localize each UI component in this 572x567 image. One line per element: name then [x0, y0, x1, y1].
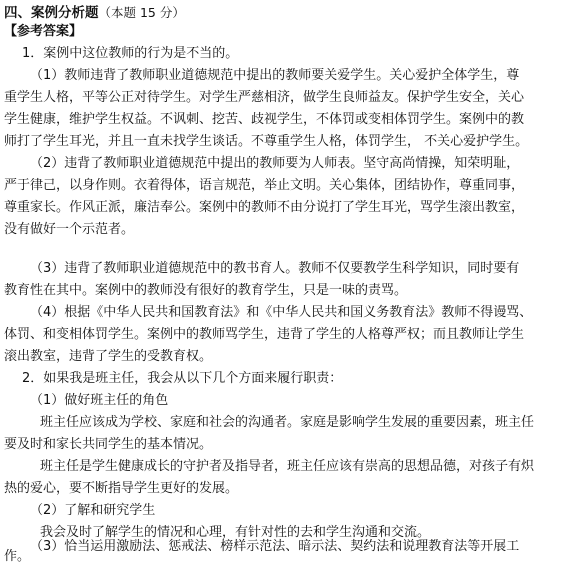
paragraph-line: 严于律己，以身作则。衣着得体，语言规范，举止文明。关心集体，团结协作，尊重同事， — [4, 178, 525, 193]
paragraph-line: （4）根据《中华人民共和国教育法》和《中华人民共和国义务教育法》教师不得谩骂、 — [30, 305, 533, 320]
paragraph-line: （1）教师违背了教师职业道德规范中提出的教师要关爱学生。关心爱护全体学生，尊 — [30, 68, 520, 83]
subheading-line: （1）做好班主任的角色 — [30, 393, 169, 408]
answer-point-1: 1．案例中这位教师的行为是不当的。 — [22, 46, 239, 61]
section-heading — [4, 2, 566, 23]
section-title: 四、案例分析题 — [4, 5, 99, 21]
paragraph-line: （3）违背了教师职业道德规范中的教书育人。教师不仅要教学生科学知识，同时要有 — [30, 261, 520, 276]
subheading-line: （2）了解和研究学生 — [30, 503, 156, 518]
paragraph-line: 我会及时了解学生的情况和心理，有针对性的去和学生沟通和交流。 — [40, 525, 431, 540]
paragraph-line: 重学生人格，平等公正对待学生。对学生严慈相济，做学生良师益友。保护学生安全，关心 — [4, 90, 525, 105]
paragraph-line: 体罚、和变相体罚学生。案例中的教师骂学生，违背了学生的人格尊严权；而且教师让学生 — [4, 327, 525, 342]
paragraph-line: 班主任应该成为学校、家庭和社会的沟通者。家庭是影响学生发展的重要因素，班主任 — [40, 415, 535, 430]
paragraph-line: （2）违背了教师职业道德规范中提出的教师要为人师表。坚守高尚情操，知荣明耻， — [30, 156, 520, 171]
paragraph-line: 要及时和家长共同学生的基本情况。 — [4, 437, 213, 452]
reference-answer-label: 【参考答案】 — [4, 24, 83, 39]
paragraph-line: 热的爱心，要不断指导学生更好的发展。 — [4, 481, 239, 496]
paragraph-line: 滚出教室，违背了学生的受教育权。 — [4, 349, 213, 364]
paragraph-line: 师打了学生耳光，并且一直未找学生谈话。不尊重学生人格，体罚学生， 不关心爱护学生。 — [4, 134, 529, 149]
paragraph-line: 没有做好一个示范者。 — [4, 222, 135, 237]
paragraph-line: （3）恰当运用激励法、惩戒法、榜样示范法、暗示法、契约法和说理教育法等开展工 — [30, 539, 520, 554]
paragraph-line: 作。 — [4, 549, 31, 564]
paragraph-line: 学生健康，维护学生权益。不讽刺、挖苦、歧视学生，不体罚或变相体罚学生。案例中的教 — [4, 112, 525, 127]
paragraph-line: 尊重家长。作风正派，廉洁奉公。案例中的教师不由分说打了学生耳光，骂学生滚出教室， — [4, 200, 525, 215]
paragraph-line: 教育性在其中。案例中的教师没有很好的教育学生，只是一味的责骂。 — [4, 283, 408, 298]
paragraph-line: 班主任是学生健康成长的守护者及指导者，班主任应该有崇高的思想品德，对孩子有炽 — [40, 459, 535, 474]
answer-point-2: 2．如果我是班主任，我会从以下几个方面来履行职责： — [22, 371, 343, 386]
section-score: （本题 15 分） — [98, 5, 185, 20]
